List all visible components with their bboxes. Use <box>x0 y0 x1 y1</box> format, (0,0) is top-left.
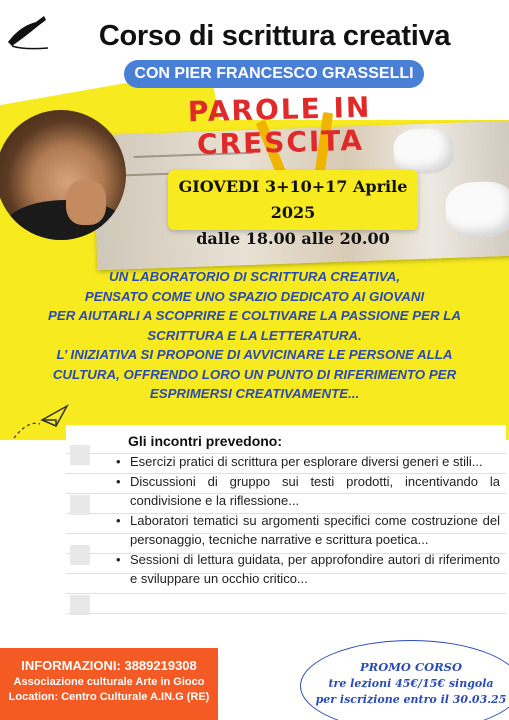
page-title: Corso di scrittura creativa <box>98 20 451 52</box>
description-line: UN LABORATORIO DI SCRITTURA CREATIVA, <box>108 269 401 284</box>
bullet-icon: • <box>116 512 121 528</box>
contact-info-box <box>0 648 218 720</box>
instructor-pill: CON PIER FRANCESCO GRASSELLI <box>124 60 424 88</box>
description-line: CULTURA, OFFRENDO LORO UN PUNTO DI RIFERIMENTO PER <box>52 366 457 382</box>
list-item <box>116 472 500 511</box>
list-item <box>116 550 500 589</box>
bullet-icon: • <box>116 454 121 469</box>
course-headline: PAROLE IN CRESCITA <box>187 90 372 162</box>
notebook-rule <box>66 613 506 614</box>
list-item <box>116 511 500 550</box>
contact-location: Location: Centro Culturale A.IN.G (RE) <box>8 691 210 703</box>
notebook-perforation <box>70 545 90 565</box>
contact-phone: INFORMAZIONI: 3889219308 <box>21 658 197 673</box>
promo-price: tre lezioni 45€/15€ singola <box>328 677 494 690</box>
list-item-text: Esercizi pratici di scrittura per esplorare diversi generi e stili... <box>130 454 483 469</box>
crumpled-paper-icon <box>445 181 509 238</box>
dates-hours: dalle 18.00 alle 20.00 <box>196 229 390 248</box>
incontri-heading: Gli incontri prevedono: <box>128 433 283 449</box>
notebook-perforation <box>70 495 90 515</box>
notebook-perforation <box>70 595 90 615</box>
list-item-text: Laboratori tematici su argomenti specifici come costruzione del personaggio, tecniche narrative e scrittura poetica... <box>130 512 500 547</box>
portrait-hand <box>66 180 106 225</box>
dates-days: GIOVEDI 3+10+17 Aprile 2025 <box>178 177 408 222</box>
course-description <box>0 267 509 404</box>
description-line: ESPRIMERSI CREATIVAMENTE... <box>149 386 360 401</box>
bullet-icon: • <box>116 473 121 489</box>
list-item-text: Discussioni di gruppo sui testi prodotti, incentivando la condivisione e la riflessione... <box>130 473 500 508</box>
promo-title: PROMO CORSO <box>359 660 463 674</box>
incontri-list <box>116 452 500 589</box>
description-line: PER AIUTARLI A SCOPRIRE E COLTIVARE LA PASSIONE PER LA <box>48 308 461 323</box>
list-item <box>116 452 500 472</box>
dates-box <box>168 170 418 248</box>
list-item-text: Sessioni di lettura guidata, per approfondire autori di riferimento e sviluppare un occhio critico... <box>130 551 500 586</box>
notebook-rule <box>66 593 506 594</box>
description-line: L’ INIZIATIVA SI PROPONE DI AVVICINARE LE PERSONE ALLA <box>56 347 453 362</box>
bullet-icon: • <box>116 551 121 567</box>
description-line: SCRITTURA E LA LETTERATURA. <box>147 327 362 343</box>
promo-deadline: per iscrizione entro il 30.03.25 <box>315 693 507 706</box>
contact-association: Associazione culturale Arte in Gioco <box>13 676 205 688</box>
notebook-perforation <box>70 445 90 465</box>
description-line: PENSATO COME UNO SPAZIO DEDICATO AI GIOVANI <box>84 288 425 304</box>
instructor-portrait <box>0 110 126 240</box>
